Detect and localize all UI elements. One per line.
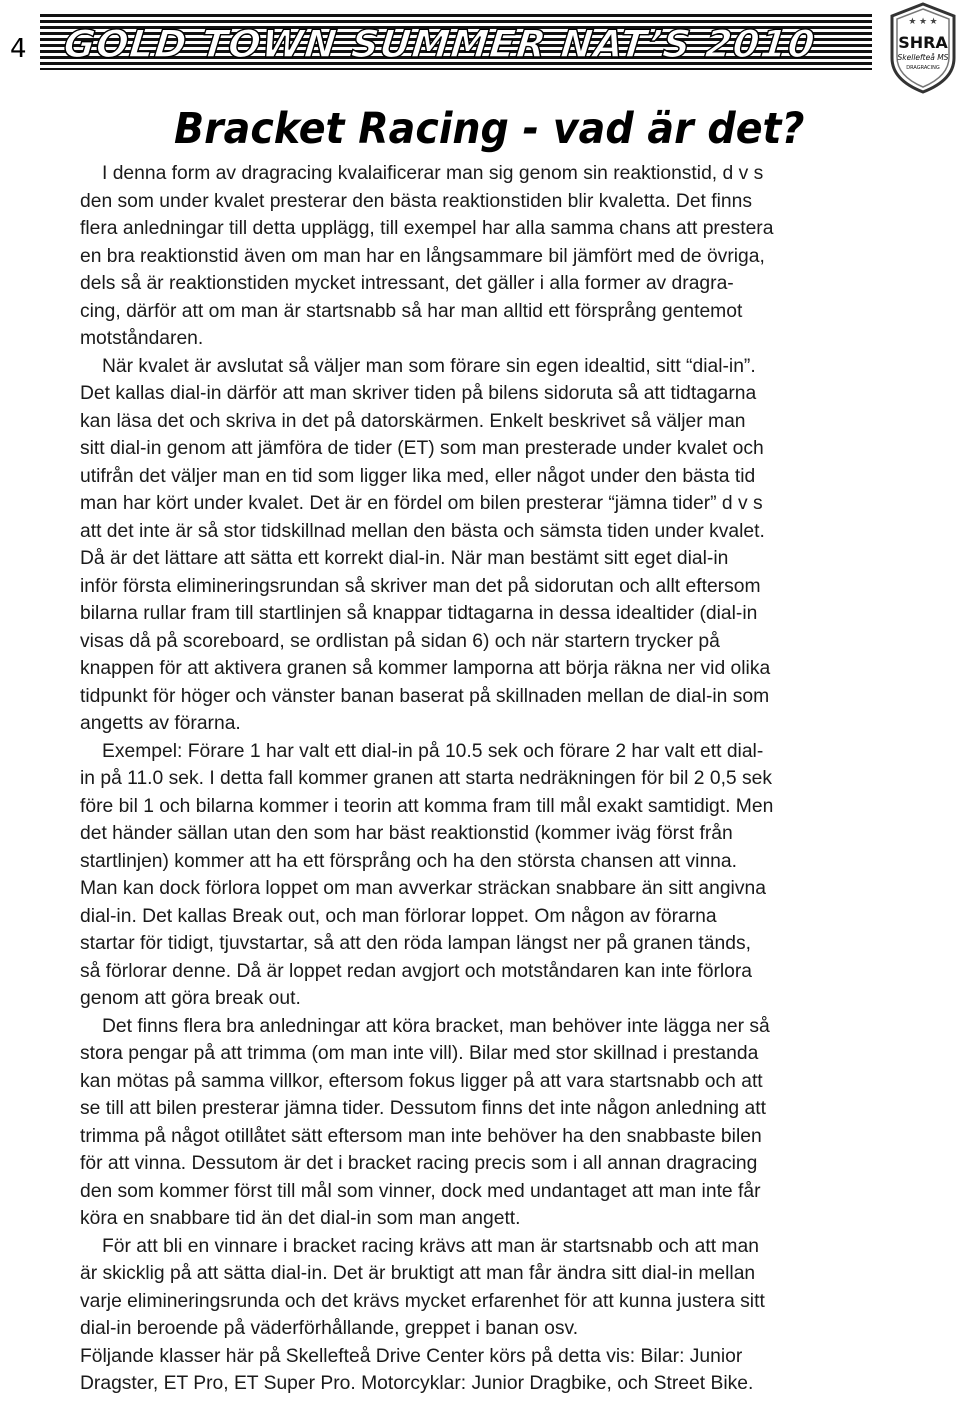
svg-text:★ ★ ★: ★ ★ ★ — [908, 16, 938, 26]
body-line: in på 11.0 sek. I detta fall kommer granen att starta nedräkningen för bil 2 0,5 sek — [80, 768, 773, 789]
body-line: trimma på något otillåtet sätt eftersom man inte behöver ha den snabbaste bilen — [80, 1125, 762, 1147]
body-line: se till att bilen presterar jämna tider. Dessutom finns det inte någon anledning att — [80, 1098, 766, 1119]
body-line: motståndaren. — [80, 328, 204, 349]
body-line: inför första elimineringsrundan så skriver man det på sidorutan och allt eftersom — [80, 575, 761, 597]
logo-dragracing: DRAGRACING — [906, 65, 940, 71]
event-title: GOLD TOWN SUMMER NAT’S 2010 — [61, 22, 818, 66]
body-line: kan läsa det och skriva in det på datorskärmen. Enkelt beskrivet så väljer man — [80, 410, 746, 432]
body-line: Då är det lättare att sätta ett korrekt dial-in. När man bestämt sitt eget dial-in — [80, 548, 729, 569]
body-line: stora pengar på att trimma (om man inte vill). Bilar med stor skillnad i prestanda — [80, 1043, 759, 1064]
body-line: Det finns flera bra anledningar att köra bracket, man behöver inte lägga ner så — [102, 1015, 770, 1037]
body-line: det händer sällan utan den som har bäst reaktionstid (kommer iväg först från — [80, 823, 733, 844]
body-line: är skicklig på att sätta dial-in. Det är bruktigt att man får ändra sitt dial-in mellan — [80, 1263, 756, 1284]
body-line: Det kallas dial-in därför att man skriver tiden på bilens sidoruta så att tidtagarna — [80, 383, 757, 404]
article-body — [80, 160, 875, 1398]
body-line: startar för tidigt, tjuvstartar, så att den röda lampan längst ner på granen tänds, — [80, 933, 751, 954]
body-line: För att bli en vinnare i bracket racing krävs att man är startsnabb och att man — [102, 1235, 759, 1257]
logo-club: Skellefteå MS — [897, 53, 949, 62]
body-line: Exempel: Förare 1 har valt ett dial-in på 10.5 sek och förare 2 har valt ett dial- — [102, 740, 764, 762]
shra-logo — [888, 2, 958, 94]
logo-title: SHRA — [898, 33, 948, 52]
body-line: angetts av förarna. — [80, 713, 241, 734]
body-line: utifrån det väljer man en tid som ligger lika med, eller något under den bästa tid — [80, 465, 756, 487]
body-line: cing, därför att om man är startsnabb så har man alltid ett försprång gentemot — [80, 300, 743, 322]
body-line: kan mötas på samma villkor, eftersom fokus ligger på att vara startsnabb och att — [80, 1070, 763, 1092]
body-line: I denna form av dragracing kvalaificerar man sig genom sin reaktionstid, d v s — [102, 163, 764, 184]
body-line: knappen för att aktivera granen så kommer lamporna att börja räkna ner vid olika — [80, 658, 771, 679]
body-line: sitt dial-in genom att jämföra de tider (ET) som man presterade under kvalet och — [80, 438, 764, 459]
body-line: den som kommer först till mål som vinner, dock med undantaget att man inte får — [80, 1180, 761, 1202]
body-line: dels så är reaktionstiden mycket intressant, det gäller i alla former av dragra- — [80, 273, 734, 294]
body-line: När kvalet är avslutat så väljer man som förare sin egen idealtid, sitt “dial-in”. — [102, 355, 756, 377]
body-line: köra en snabbare tid än det dial-in som man angett. — [80, 1208, 521, 1229]
body-line: att det inte är så stor tidskillnad mellan den bästa och sämsta tiden under kvalet. — [80, 520, 765, 542]
body-line: flera anledningar till detta upplägg, till exempel har alla samma chans att prestera — [80, 218, 774, 239]
body-line: Dragster, ET Pro, ET Super Pro. Motorcyklar: Junior Dragbike, och Street Bike. — [80, 1373, 754, 1394]
body-line: Man kan dock förlora loppet om man avverkar sträckan snabbare än sitt angivna — [80, 878, 766, 899]
body-line: varje elimineringsrunda och det krävs mycket erfarenhet för att kunna justera sitt — [80, 1290, 765, 1312]
body-line: så förlorar denne. Då är loppet redan avgjort och motståndaren kan inte förlora — [80, 960, 753, 982]
body-line: man har kört under kvalet. Det är en fördel om bilen presterar “jämna tider” d v s — [80, 493, 763, 514]
body-line: Följande klasser här på Skellefteå Drive Center körs på detta vis: Bilar: Junior — [80, 1345, 743, 1367]
body-line: startlinjen) kommer att ha ett försprång och ha den största chansen att vinna. — [80, 850, 737, 872]
article-title: Bracket Racing - vad är det? — [174, 104, 805, 154]
body-line: för att vinna. Dessutom är det i bracket racing precis som i all annan dragracing — [80, 1153, 758, 1174]
body-line: före bil 1 och bilarna kommer i teorin att komma fram till mål exakt samtidigt. Men — [80, 795, 774, 817]
body-line: dial-in. Det kallas Break out, och man förlorar loppet. Om någon av förarna — [80, 905, 717, 927]
body-line: visas då på scoreboard, se ordlistan på sidan 6) och när startern trycker på — [80, 630, 720, 652]
body-line: den som under kvalet presterar den bästa reaktionstiden blir kvaletta. Det finns — [80, 190, 752, 212]
body-line: bilarna rullar fram till startlinjen så knappar tidtagarna in dessa idealtider (dial-in — [80, 603, 758, 624]
page-number: 4 — [10, 34, 27, 64]
body-line: tidpunkt för höger och vänster banan baserat på skillnaden mellan de dial-in som — [80, 685, 770, 707]
body-line: genom att göra break out. — [80, 988, 301, 1009]
body-line: dial-in beroende på väderförhållande, greppet i banan osv. — [80, 1318, 579, 1339]
body-line: en bra reaktionstid även om man har en långsammare bil jämfört med de övriga, — [80, 245, 765, 267]
